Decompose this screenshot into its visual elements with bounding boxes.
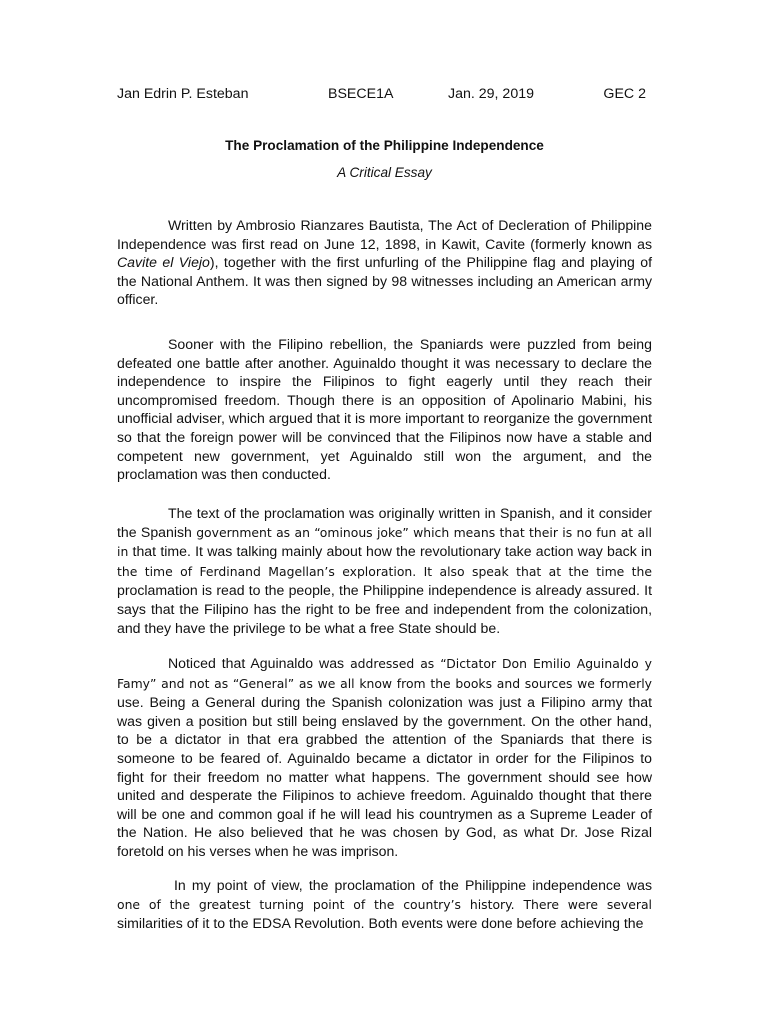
submission-date: Jan. 29, 2019 xyxy=(448,86,534,102)
paragraph-3-alt-2: the time of Ferdinand Magellan’s exploration. It also speak that at the time the xyxy=(117,563,652,579)
paragraph-1-text-a: Written by Ambrosio Rianzares Bautista, The Act of Decleration of Philippine Independence was first read on June 12, 1898, in Kawit, Cavite (formerly known as xyxy=(117,217,652,252)
paragraph-5-text-a: In my point of view, the proclamation of the Philippine independence was xyxy=(174,877,652,893)
paragraph-5 xyxy=(117,876,652,933)
essay-subtitle: A Critical Essay xyxy=(337,165,432,180)
paragraph-1 xyxy=(117,216,652,309)
paragraph-3 xyxy=(117,504,652,637)
paragraph-3-text-c: proclamation is read to the people, the Philippine independence is already assured. It says that the Filipino has the right to be free and independent from the colonization, and they have the privilege to be what a free State should be. xyxy=(117,582,652,636)
document-header xyxy=(117,86,652,106)
paragraph-1-italic: Cavite el Viejo xyxy=(117,254,210,271)
course-section: BSECE1A xyxy=(328,86,394,102)
paragraph-4-text-b: use. Being a General during the Spanish colonization was just a Filipino army that was given a position but still being enslaved by the government. On the other hand, to be a dictator in that era grabbed the attention of the Spaniards that there is someone to be feared of. Aguinaldo became a dictator in order for the Filipinos to fight for their freedom no matter what happens. The government should see how united and desperate the Filipinos to achieve freedom. Aguinaldo thought that there will be one and common goal if he will lead his countrymen as a Supreme Leader of the Nation. He also believed that he was chosen by God, as what Dr. Jose Rizal foretold on his verses when he was imprison. xyxy=(117,694,652,859)
paragraph-3-alt-1: government as an “ominous joke” which means that their is no fun at all in xyxy=(117,524,652,560)
paragraph-5-alt-1: one of the greatest turning point of the country’s history. There were several xyxy=(117,896,652,912)
essay-title: The Proclamation of the Philippine Independence xyxy=(225,138,544,153)
paragraph-4-alt-1: addressed as “Dictator Don Emilio Aguinaldo y Famy” and not as “General” as we all know from the books and sources we formerly xyxy=(117,656,652,691)
paragraph-3-text-b: that time. It was talking mainly about how the revolutionary take action way back in xyxy=(128,543,652,560)
paragraph-4-text-a: Noticed that Aguinaldo was xyxy=(168,655,351,671)
paragraph-1-text-b: ), together with the first unfurling of the Philippine flag and playing of the National Anthem. It was then signed by 98 witnesses including an American army officer. xyxy=(117,254,652,308)
paragraph-5-text-b: similarities of it to the EDSA Revolution. Both events were done before achieving the xyxy=(117,915,644,932)
paragraph-3-text-a: The text of the proclamation was originally written in Spanish, and it consider the Spanish xyxy=(117,505,652,540)
student-name: Jan Edrin P. Esteban xyxy=(117,86,249,102)
subject-code: GEC 2 xyxy=(603,86,646,102)
paragraph-2: Sooner with the Filipino rebellion, the Spaniards were puzzled from being defeated one battle after another. Aguinaldo thought it was necessary to declare the independence to inspire the Filipinos to fight eagerly until they reach their uncompromised freedom. Though there is an opposition of Apolinario Mabini, his unofficial adviser, which argued that it is more important to reorganize the government so that the foreign power will be convinced that the Filipinos now have a stable and competent new government, yet Aguinaldo still won the argument, and the proclamation was then conducted. xyxy=(117,336,652,483)
paragraph-4 xyxy=(117,654,652,861)
